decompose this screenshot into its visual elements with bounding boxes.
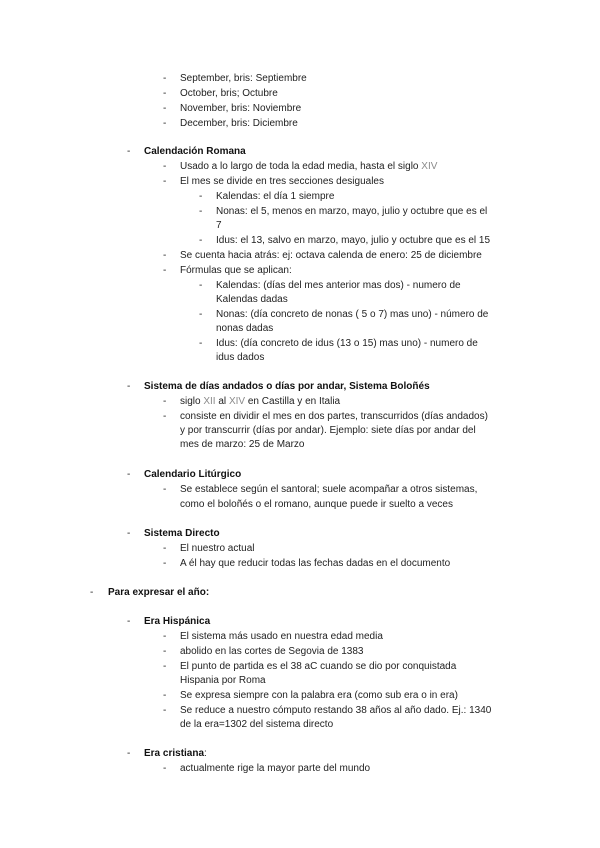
bullet-dash: - (163, 543, 167, 554)
bullet-dash: - (199, 191, 203, 202)
heading-expresar-ano: Para expresar el año: (108, 587, 210, 598)
bullet-dash: - (163, 705, 167, 716)
month-october: October, bris; Octubre (180, 88, 278, 99)
section-title-directo: Sistema Directo (144, 528, 220, 539)
bullet-dash: - (163, 118, 167, 129)
romana-kalendas: Kalendas: el día 1 siempre (216, 191, 335, 202)
month-december: December, bris: Diciembre (180, 118, 298, 129)
bullet-dash: - (163, 250, 167, 261)
month-november: November, bris: Noviembre (180, 103, 302, 114)
romana-nonas-line1: Nonas: el 5, menos en marzo, mayo, julio y octubre que es el (216, 206, 488, 217)
bullet-dash: - (163, 411, 167, 422)
section-title-liturgico: Calendario Litúrgico (144, 469, 242, 480)
bullet-dash: - (163, 631, 167, 642)
formula-kalendas-line1: Kalendas: (días del mes anterior mas dos) - numero de (216, 280, 461, 291)
hispanica-item-3-line2: Hispania por Roma (180, 675, 266, 686)
romana-idus: Idus: el 13, salvo en marzo, mayo, julio y octubre que es el 15 (216, 235, 491, 246)
section-title-bolones: Sistema de días andados o días por andar, Sistema Boloñés (144, 381, 430, 392)
bullet-dash: - (163, 176, 167, 187)
bullet-dash: - (127, 748, 131, 759)
bullet-dash: - (163, 88, 167, 99)
formula-nonas-line1: Nonas: (día concreto de nonas ( 5 o 7) mas uno) - número de (216, 309, 489, 320)
bullet-dash: - (163, 103, 167, 114)
bolones-consiste-line3: mes de marzo: 25 de Marzo (180, 439, 305, 450)
bullet-dash: - (163, 396, 167, 407)
bullet-dash: - (127, 146, 131, 157)
hispanica-item-3-line1: El punto de partida es el 38 aC cuando se dio por conquistada (180, 661, 457, 672)
bolones-consiste-line1: consiste en dividir el mes en dos partes, transcurridos (días andados) (180, 411, 488, 422)
cristiana-item-1: actualmente rige la mayor parte del mundo (180, 763, 371, 774)
formula-idus-line1: Idus: (día concreto de idus (13 o 15) mas uno) - numero de (216, 338, 478, 349)
hispanica-item-4: Se expresa siempre con la palabra era (como sub era o in era) (180, 690, 458, 701)
liturgico-line2: como el boloñés o el romano, aunque puede ir suelto a veces (180, 499, 453, 510)
hispanica-item-5-line2: de la era=1302 del sistema directo (180, 719, 334, 730)
bullet-dash: - (163, 265, 167, 276)
bullet-dash: - (127, 469, 131, 480)
liturgico-line1: Se establece según el santoral; suele acompañar a otros sistemas, (180, 484, 478, 495)
month-september: September, bris: Septiembre (180, 73, 307, 84)
bullet-dash: - (127, 616, 131, 627)
bullet-dash: - (163, 646, 167, 657)
hispanica-item-2: abolido en las cortes de Segovia de 1383 (180, 646, 364, 657)
bullet-dash: - (163, 763, 167, 774)
bullet-dash: - (90, 587, 94, 598)
romana-item-formulas: Fórmulas que se aplican: (180, 265, 292, 276)
bullet-dash: - (199, 280, 203, 291)
bolones-consiste-line2: y por transcurrir (días por andar). Ejemplo: siete días por andar del (180, 425, 476, 436)
directo-item-actual: El nuestro actual (180, 543, 255, 554)
bullet-dash: - (163, 73, 167, 84)
bolones-siglo: siglo XII al XIV en Castilla y en Italia (180, 396, 341, 407)
bullet-dash: - (163, 484, 167, 495)
romana-item-usado: Usado a lo largo de toda la edad media, hasta el siglo XIV (180, 161, 438, 172)
bullet-dash: - (199, 235, 203, 246)
bullet-dash: - (127, 381, 131, 392)
formula-idus-line2: idus dados (216, 352, 265, 363)
romana-item-cuenta: Se cuenta hacia atrás: ej: octava calenda de enero: 25 de diciembre (180, 250, 482, 261)
bullet-dash: - (163, 161, 167, 172)
bullet-dash: - (199, 206, 203, 217)
bullet-dash: - (163, 690, 167, 701)
section-title-cristiana: Era cristiana: (144, 748, 207, 759)
formula-nonas-line2: nonas dadas (216, 323, 274, 334)
bullet-dash: - (163, 661, 167, 672)
section-title-hispanica: Era Hispánica (144, 616, 211, 627)
bullet-dash: - (199, 309, 203, 320)
section-title-romana: Calendación Romana (144, 146, 246, 157)
bullet-dash: - (127, 528, 131, 539)
hispanica-item-5-line1: Se reduce a nuestro cómputo restando 38 años al año dado. Ej.: 1340 (180, 705, 492, 716)
hispanica-item-1: El sistema más usado en nuestra edad media (180, 631, 383, 642)
formula-kalendas-line2: Kalendas dadas (216, 294, 288, 305)
bullet-dash: - (199, 338, 203, 349)
romana-nonas-line2: 7 (216, 220, 222, 231)
romana-item-mes: El mes se divide en tres secciones desiguales (180, 176, 384, 187)
bullet-dash: - (163, 558, 167, 569)
directo-item-reducir: A él hay que reducir todas las fechas dadas en el documento (180, 558, 451, 569)
